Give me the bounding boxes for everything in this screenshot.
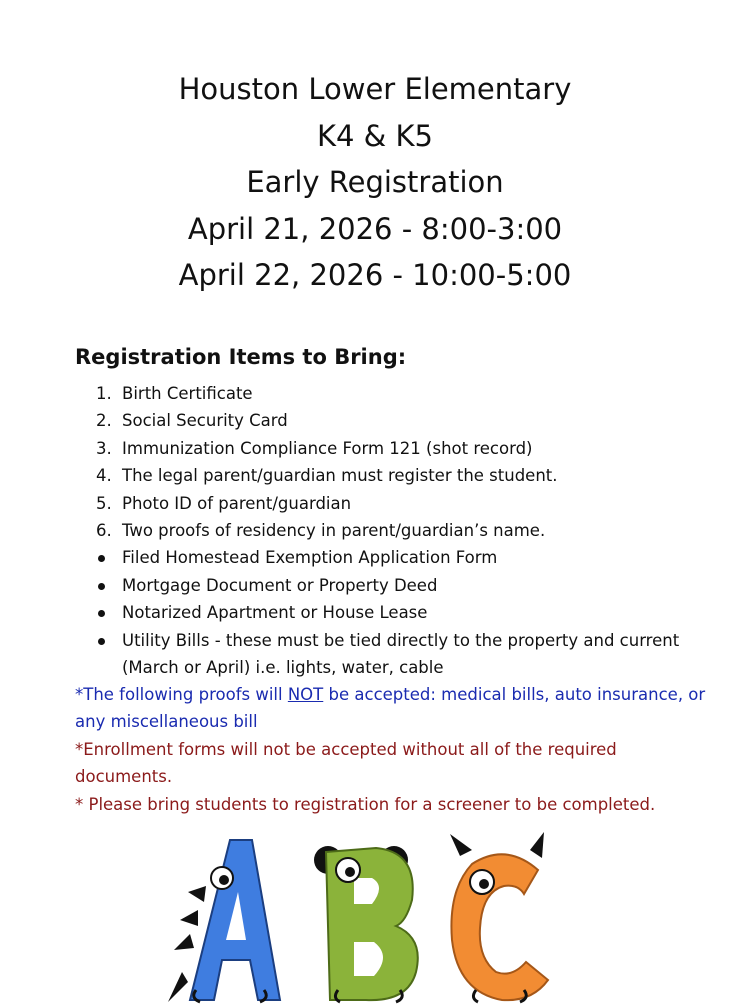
list-item xyxy=(96,490,722,517)
list-item xyxy=(96,517,722,544)
note-text: be accepted: medical bills, auto insurance, or xyxy=(323,685,706,704)
item-number: 1. xyxy=(96,384,112,403)
enrollment-note-line2: documents. xyxy=(75,767,173,787)
item-text: Photo ID of parent/guardian xyxy=(122,493,352,513)
bullet-icon xyxy=(98,583,105,590)
list-item xyxy=(96,407,722,434)
registration-date-2: April 22, 2026 - 10:00-5:00 xyxy=(178,258,572,292)
item-text: The legal parent/guardian must register the student. xyxy=(122,466,558,486)
list-item xyxy=(96,380,722,407)
item-text: Utility Bills - these must be tied directly to the property and current xyxy=(122,630,680,650)
bullet-icon xyxy=(98,638,105,645)
notes-section xyxy=(75,681,715,818)
letter-a-monster xyxy=(168,840,280,1002)
registration-date-1: April 21, 2026 - 8:00-3:00 xyxy=(187,211,563,246)
letter-c-monster xyxy=(450,832,548,1002)
bullet-item xyxy=(122,544,722,571)
item-text: Notarized Apartment or House Lease xyxy=(122,603,428,623)
screener-note: * Please bring students to registration for a screener to be completed. xyxy=(75,794,656,814)
grade-levels: K4 & K5 xyxy=(317,118,433,153)
bullet-icon xyxy=(98,610,105,617)
bullet-item xyxy=(122,599,722,626)
item-number: 3. xyxy=(96,438,112,458)
not-accepted-note-line2: any miscellaneous bill xyxy=(75,712,258,732)
item-number: 6. xyxy=(96,521,112,541)
item-number: 5. xyxy=(96,493,112,513)
bullet-icon xyxy=(98,555,105,562)
item-text: Birth Certificate xyxy=(122,384,253,403)
note-emphasis: NOT xyxy=(287,685,324,704)
abc-monsters-illustration xyxy=(160,830,560,1005)
list-item xyxy=(96,435,722,462)
items-heading: Registration Items to Bring: xyxy=(75,345,407,369)
not-accepted-note xyxy=(75,681,715,708)
bullet-continuation xyxy=(122,654,722,681)
item-text: (March or April) i.e. lights, water, cable xyxy=(122,658,444,678)
bullet-item xyxy=(122,572,722,599)
event-title: Early Registration xyxy=(246,165,504,199)
item-number: 2. xyxy=(96,411,112,431)
enrollment-note: *Enrollment forms will not be accepted without all of the required xyxy=(75,739,617,759)
school-name: Houston Lower Elementary xyxy=(178,72,572,106)
item-text: Social Security Card xyxy=(122,411,288,431)
flyer-header xyxy=(0,66,750,299)
note-text: *The following proofs will xyxy=(75,685,288,704)
item-number: 4. xyxy=(96,466,112,486)
registration-items-list xyxy=(96,380,722,681)
bullet-item xyxy=(122,627,722,654)
letter-b-monster xyxy=(314,846,418,1002)
item-text: Filed Homestead Exemption Application Form xyxy=(122,548,498,568)
item-text: Two proofs of residency in parent/guardian’s name. xyxy=(122,521,546,541)
list-item xyxy=(96,462,722,489)
item-text: Immunization Compliance Form 121 (shot record) xyxy=(122,438,533,458)
item-text: Mortgage Document or Property Deed xyxy=(122,575,438,595)
